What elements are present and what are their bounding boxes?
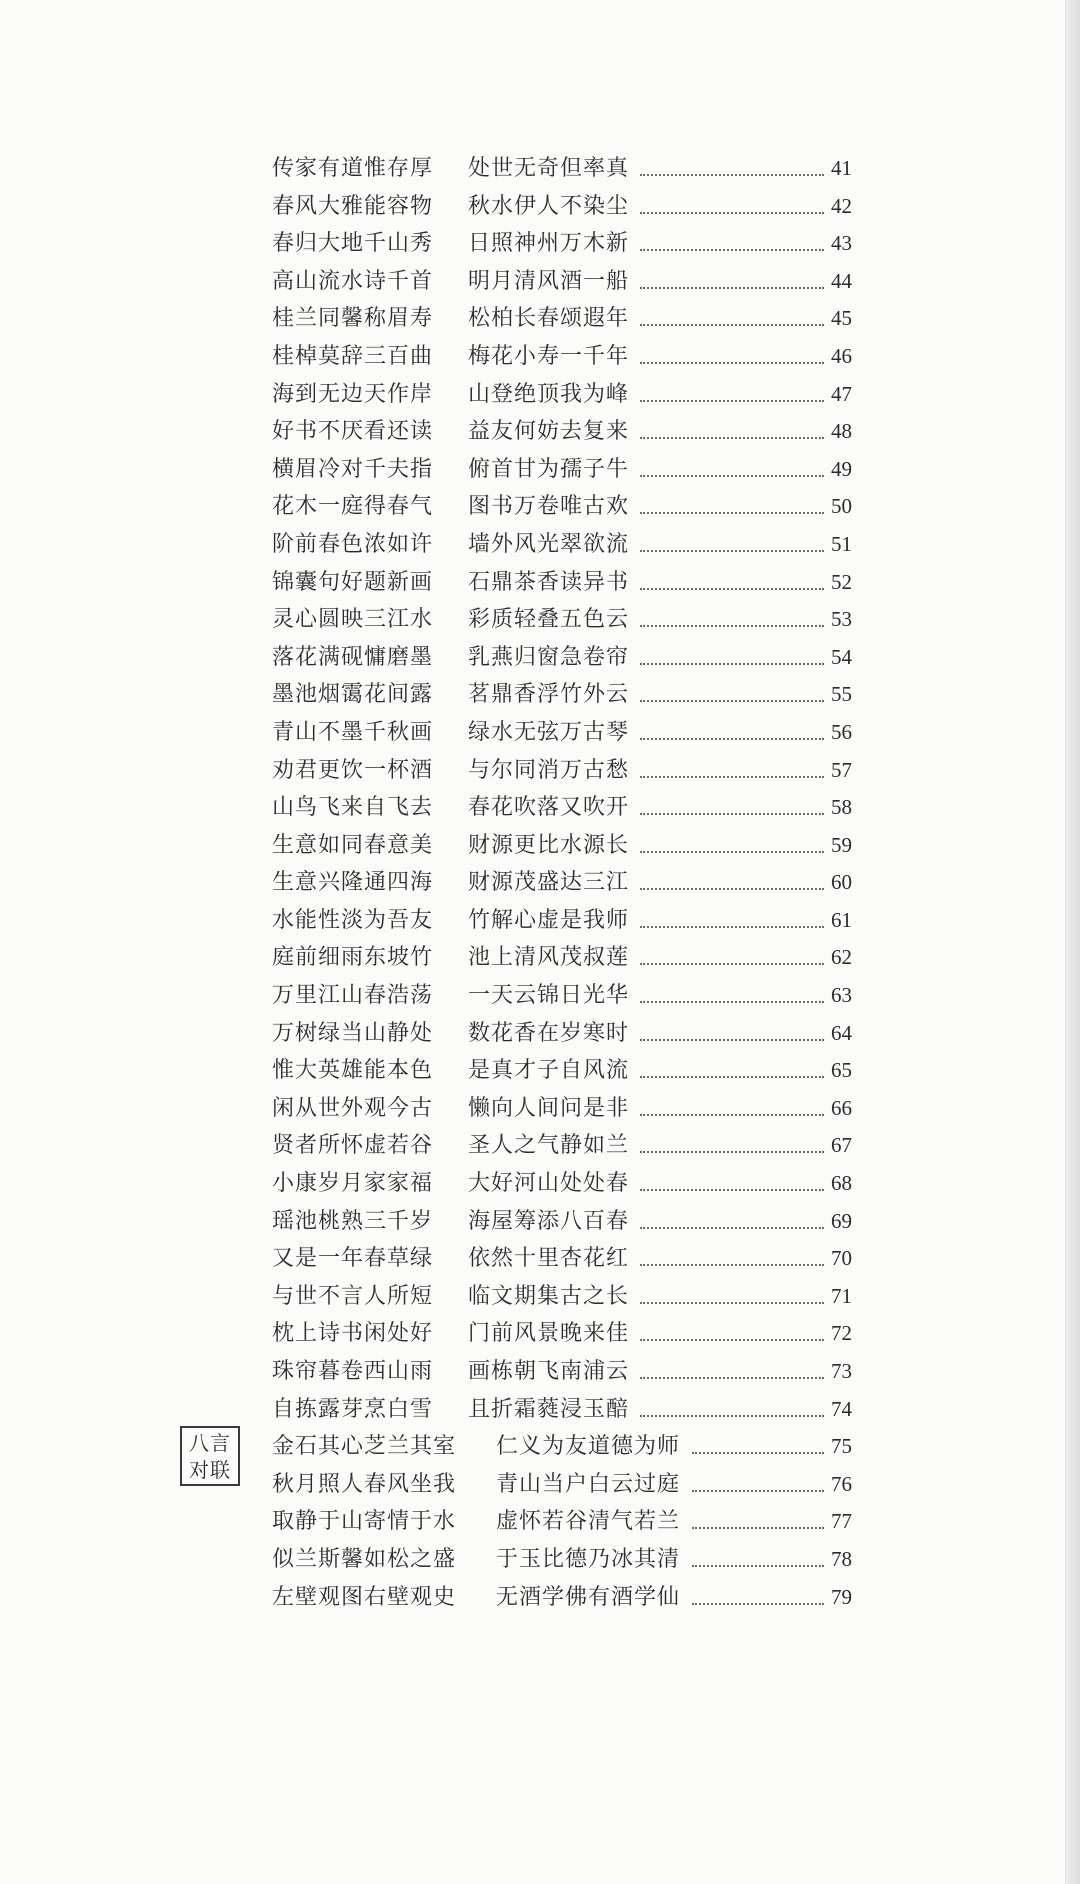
couplet-second-line: 于玉比德乃冰其清 — [496, 1546, 681, 1572]
page-number: 72 — [831, 1321, 852, 1346]
toc-entry[interactable] — [272, 526, 852, 564]
couplet-first-line: 横眉冷对千夫指 — [272, 456, 434, 482]
toc-entry[interactable] — [272, 488, 852, 526]
dot-leader — [640, 225, 824, 251]
couplet-first-line: 落花满砚慵磨墨 — [272, 644, 434, 670]
scan-page-edge — [1065, 0, 1080, 1884]
couplet-first-line: 山鸟飞来自飞去 — [272, 795, 434, 821]
page-number: 65 — [831, 1058, 852, 1083]
couplet-second-line: 是真才子自风流 — [468, 1058, 630, 1084]
dot-leader — [640, 526, 824, 552]
toc-entry[interactable] — [272, 1165, 852, 1203]
couplet-second-line: 仁义为友道德为师 — [496, 1434, 681, 1460]
dot-leader — [640, 1127, 824, 1153]
page-number: 62 — [831, 945, 852, 970]
couplet-first-line: 锦囊句好题新画 — [272, 569, 434, 595]
couplet-first-line: 阶前春色浓如许 — [272, 531, 434, 557]
couplet-first-line: 惟大英雄能本色 — [272, 1058, 434, 1084]
dot-leader — [640, 1315, 824, 1341]
couplet-first-line: 高山流水诗千首 — [272, 268, 434, 294]
page-number: 57 — [831, 757, 852, 782]
dot-leader — [640, 376, 824, 402]
couplet-first-line: 花木一庭得春气 — [272, 494, 434, 520]
couplet-first-line: 似兰斯馨如松之盛 — [272, 1546, 457, 1572]
page-number: 46 — [831, 343, 852, 368]
couplet-first-line: 贤者所怀虚若谷 — [272, 1133, 434, 1159]
toc-entry[interactable] — [272, 225, 852, 263]
couplet-first-line: 金石其心芝兰其室 — [272, 1434, 457, 1460]
toc-entry[interactable] — [272, 263, 852, 301]
couplet-second-line: 茗鼎香浮竹外云 — [468, 682, 630, 708]
toc-entry[interactable] — [272, 1240, 852, 1278]
couplet-first-line: 自拣露芽烹白雪 — [272, 1396, 434, 1422]
toc-entry[interactable] — [272, 1315, 852, 1353]
toc-entry[interactable] — [272, 150, 852, 188]
dot-leader — [640, 902, 824, 928]
dot-leader — [640, 1240, 824, 1266]
couplet-second-line: 画栋朝飞南浦云 — [468, 1359, 630, 1384]
section-label-eight-character — [180, 1426, 240, 1486]
page-number: 67 — [831, 1133, 852, 1158]
toc-entry[interactable] — [272, 601, 852, 639]
page-number: 74 — [831, 1396, 852, 1421]
toc-entry[interactable] — [272, 376, 852, 414]
toc-entry[interactable] — [272, 864, 852, 902]
couplet-second-line: 青山当户白云过庭 — [496, 1471, 681, 1497]
toc-entry[interactable] — [272, 1579, 852, 1617]
page-number: 69 — [831, 1208, 852, 1233]
couplet-first-line: 灵心圆映三江水 — [272, 607, 434, 633]
page-number: 51 — [831, 531, 852, 556]
couplet-first-line: 取静于山寄情于水 — [272, 1509, 457, 1535]
toc-entry[interactable] — [272, 639, 852, 677]
toc-entry[interactable] — [272, 1391, 852, 1429]
couplet-second-line: 日照神州万木新 — [468, 231, 630, 257]
couplet-second-line: 墙外风光翠欲流 — [468, 531, 630, 557]
dot-leader — [640, 300, 824, 326]
couplet-first-line: 闲从世外观今古 — [272, 1095, 434, 1121]
couplet-first-line: 春风大雅能容物 — [272, 193, 434, 219]
page-number: 50 — [831, 494, 852, 519]
couplet-second-line: 明月清风酒一船 — [468, 268, 630, 294]
page-number: 64 — [831, 1020, 852, 1045]
couplet-second-line: 俯首甘为孺子牛 — [468, 456, 630, 482]
dot-leader — [640, 488, 824, 514]
dot-leader — [640, 1090, 824, 1116]
dot-leader — [640, 451, 824, 477]
dot-leader — [640, 1165, 824, 1191]
toc-entry[interactable] — [272, 1541, 852, 1579]
couplet-second-line: 春花吹落又吹开 — [468, 795, 630, 821]
toc-entry[interactable] — [272, 1090, 852, 1128]
section-label-line-1: 八言 — [189, 1431, 231, 1455]
toc-entry[interactable] — [272, 827, 852, 865]
couplet-second-line: 海屋筹添八百春 — [468, 1208, 630, 1234]
dot-leader — [640, 564, 824, 590]
couplet-first-line: 春归大地千山秀 — [272, 231, 434, 257]
couplet-first-line: 生意兴隆通四海 — [272, 870, 434, 896]
toc-entry[interactable] — [272, 1203, 852, 1241]
toc-entry[interactable] — [272, 1278, 852, 1316]
toc-entry[interactable] — [272, 714, 852, 752]
couplet-first-line: 海到无边天作岸 — [272, 381, 434, 407]
page-number: 70 — [831, 1246, 852, 1271]
couplet-first-line: 万里江山春浩荡 — [272, 983, 434, 1009]
dot-leader — [640, 1015, 824, 1041]
page-number: 76 — [831, 1471, 852, 1496]
dot-leader — [640, 263, 824, 289]
dot-leader — [640, 676, 824, 702]
couplet-second-line: 梅花小寿一千年 — [468, 343, 630, 369]
dot-leader — [692, 1541, 824, 1567]
toc-entry[interactable] — [272, 451, 852, 489]
couplet-second-line: 与尔同消万古愁 — [468, 757, 630, 783]
page-number: 43 — [831, 231, 852, 256]
couplet-second-line: 彩质轻叠五色云 — [468, 607, 630, 633]
toc-entry[interactable] — [272, 1127, 852, 1165]
page-number: 71 — [831, 1283, 852, 1308]
dot-leader — [640, 939, 824, 965]
dot-leader — [640, 639, 824, 665]
couplet-first-line: 万树绿当山静处 — [272, 1020, 434, 1046]
toc-entry[interactable] — [272, 789, 852, 827]
couplet-second-line: 绿水无弦万古琴 — [468, 719, 630, 745]
couplet-first-line: 传家有道惟存厚 — [272, 156, 434, 181]
toc-entry[interactable] — [272, 1466, 852, 1504]
couplet-first-line: 劝君更饮一杯酒 — [272, 757, 434, 783]
toc-entry[interactable] — [272, 300, 852, 338]
page-number: 55 — [831, 682, 852, 707]
page-number: 75 — [831, 1434, 852, 1459]
couplet-second-line: 懒向人间问是非 — [468, 1095, 630, 1121]
couplet-first-line: 秋月照人春风坐我 — [272, 1471, 457, 1497]
couplet-second-line: 竹解心虚是我师 — [468, 907, 630, 933]
couplet-second-line: 财源更比水源长 — [468, 832, 630, 858]
dot-leader — [640, 188, 824, 214]
couplet-first-line: 生意如同春意美 — [272, 832, 434, 858]
couplet-second-line: 图书万卷唯古欢 — [468, 494, 630, 520]
page-number: 54 — [831, 644, 852, 669]
page-number: 47 — [831, 381, 852, 406]
page-number: 79 — [831, 1584, 852, 1609]
page-number: 48 — [831, 419, 852, 444]
couplet-second-line: 虚怀若谷清气若兰 — [496, 1509, 681, 1535]
page-number: 41 — [831, 156, 852, 180]
toc-entry[interactable] — [272, 1428, 852, 1466]
toc-entry[interactable] — [272, 413, 852, 451]
dot-leader — [640, 977, 824, 1003]
page-number: 49 — [831, 456, 852, 481]
toc-entry[interactable] — [272, 1015, 852, 1053]
couplet-first-line: 庭前细雨东坡竹 — [272, 945, 434, 971]
page-number: 58 — [831, 795, 852, 820]
dot-leader — [640, 752, 824, 778]
couplet-first-line: 水能性淡为吾友 — [272, 907, 434, 933]
couplet-second-line: 秋水伊人不染尘 — [468, 193, 630, 219]
page-number: 66 — [831, 1095, 852, 1120]
toc-entry[interactable] — [272, 902, 852, 940]
couplet-first-line: 小康岁月家家福 — [272, 1171, 434, 1197]
page-number: 56 — [831, 719, 852, 744]
toc-entry[interactable] — [272, 977, 852, 1015]
couplet-second-line: 且折霜蕤浸玉醅 — [468, 1396, 630, 1422]
dot-leader — [692, 1428, 824, 1454]
couplet-second-line: 无酒学佛有酒学仙 — [496, 1584, 681, 1610]
couplet-second-line: 松柏长春颂遐年 — [468, 306, 630, 332]
dot-leader — [692, 1503, 824, 1529]
page-number: 42 — [831, 193, 852, 218]
couplet-second-line: 益友何妨去复来 — [468, 419, 630, 445]
dot-leader — [640, 413, 824, 439]
dot-leader — [640, 1353, 824, 1379]
couplet-second-line: 财源茂盛达三江 — [468, 870, 630, 896]
dot-leader — [640, 827, 824, 853]
dot-leader — [640, 714, 824, 740]
toc-entry[interactable] — [272, 939, 852, 977]
toc-entry[interactable] — [272, 188, 852, 226]
toc-entry[interactable] — [272, 1503, 852, 1541]
dot-leader — [640, 338, 824, 364]
couplet-first-line: 又是一年春草绿 — [272, 1246, 434, 1272]
couplet-second-line: 处世无奇但率真 — [468, 156, 630, 181]
couplet-second-line: 石鼎茶香读异书 — [468, 569, 630, 595]
couplet-first-line: 桂棹莫辞三百曲 — [272, 343, 434, 369]
dot-leader — [640, 150, 824, 176]
dot-leader — [640, 1052, 824, 1078]
page-number: 61 — [831, 907, 852, 932]
couplet-first-line: 枕上诗书闲处好 — [272, 1321, 434, 1347]
couplet-second-line: 山登绝顶我为峰 — [468, 381, 630, 407]
toc-entry[interactable] — [272, 752, 852, 790]
section-label-line-2: 对联 — [189, 1458, 231, 1482]
toc-entry[interactable] — [272, 1353, 852, 1391]
toc-entry[interactable] — [272, 676, 852, 714]
dot-leader — [692, 1579, 824, 1605]
couplet-second-line: 大好河山处处春 — [468, 1171, 630, 1197]
page-number: 77 — [831, 1509, 852, 1534]
page-number: 59 — [831, 832, 852, 857]
dot-leader — [692, 1466, 824, 1492]
dot-leader — [640, 1203, 824, 1229]
couplet-second-line: 池上清风茂叔莲 — [468, 945, 630, 971]
dot-leader — [640, 789, 824, 815]
page-number: 53 — [831, 607, 852, 632]
page-number: 52 — [831, 569, 852, 594]
page-number: 63 — [831, 983, 852, 1008]
page-number: 45 — [831, 306, 852, 331]
page-number: 73 — [831, 1359, 852, 1383]
page-number: 78 — [831, 1546, 852, 1571]
toc-entry[interactable] — [272, 564, 852, 602]
toc-entry[interactable] — [272, 1052, 852, 1090]
toc-entry[interactable] — [272, 338, 852, 376]
couplet-second-line: 临文期集古之长 — [468, 1283, 630, 1309]
couplet-first-line: 珠帘暮卷西山雨 — [272, 1359, 434, 1384]
couplet-first-line: 桂兰同馨称眉寿 — [272, 306, 434, 332]
couplet-second-line: 门前风景晚来佳 — [468, 1321, 630, 1347]
couplet-second-line: 圣人之气静如兰 — [468, 1133, 630, 1159]
dot-leader — [640, 1278, 824, 1304]
couplet-first-line: 墨池烟霭花间露 — [272, 682, 434, 708]
couplet-second-line: 数花香在岁寒时 — [468, 1020, 630, 1046]
couplet-first-line: 左壁观图右壁观史 — [272, 1584, 457, 1610]
dot-leader — [640, 1391, 824, 1417]
dot-leader — [640, 601, 824, 627]
page-number: 60 — [831, 870, 852, 895]
page-number: 44 — [831, 268, 852, 293]
couplet-first-line: 好书不厌看还读 — [272, 419, 434, 445]
page-number: 68 — [831, 1171, 852, 1196]
dot-leader — [640, 864, 824, 890]
table-of-contents — [272, 150, 852, 1616]
couplet-second-line: 一天云锦日光华 — [468, 983, 630, 1009]
couplet-first-line: 与世不言人所短 — [272, 1283, 434, 1309]
couplet-second-line: 依然十里杏花红 — [468, 1246, 630, 1272]
couplet-second-line: 乳燕归窗急卷帘 — [468, 644, 630, 670]
couplet-first-line: 瑶池桃熟三千岁 — [272, 1208, 434, 1234]
couplet-first-line: 青山不墨千秋画 — [272, 719, 434, 745]
